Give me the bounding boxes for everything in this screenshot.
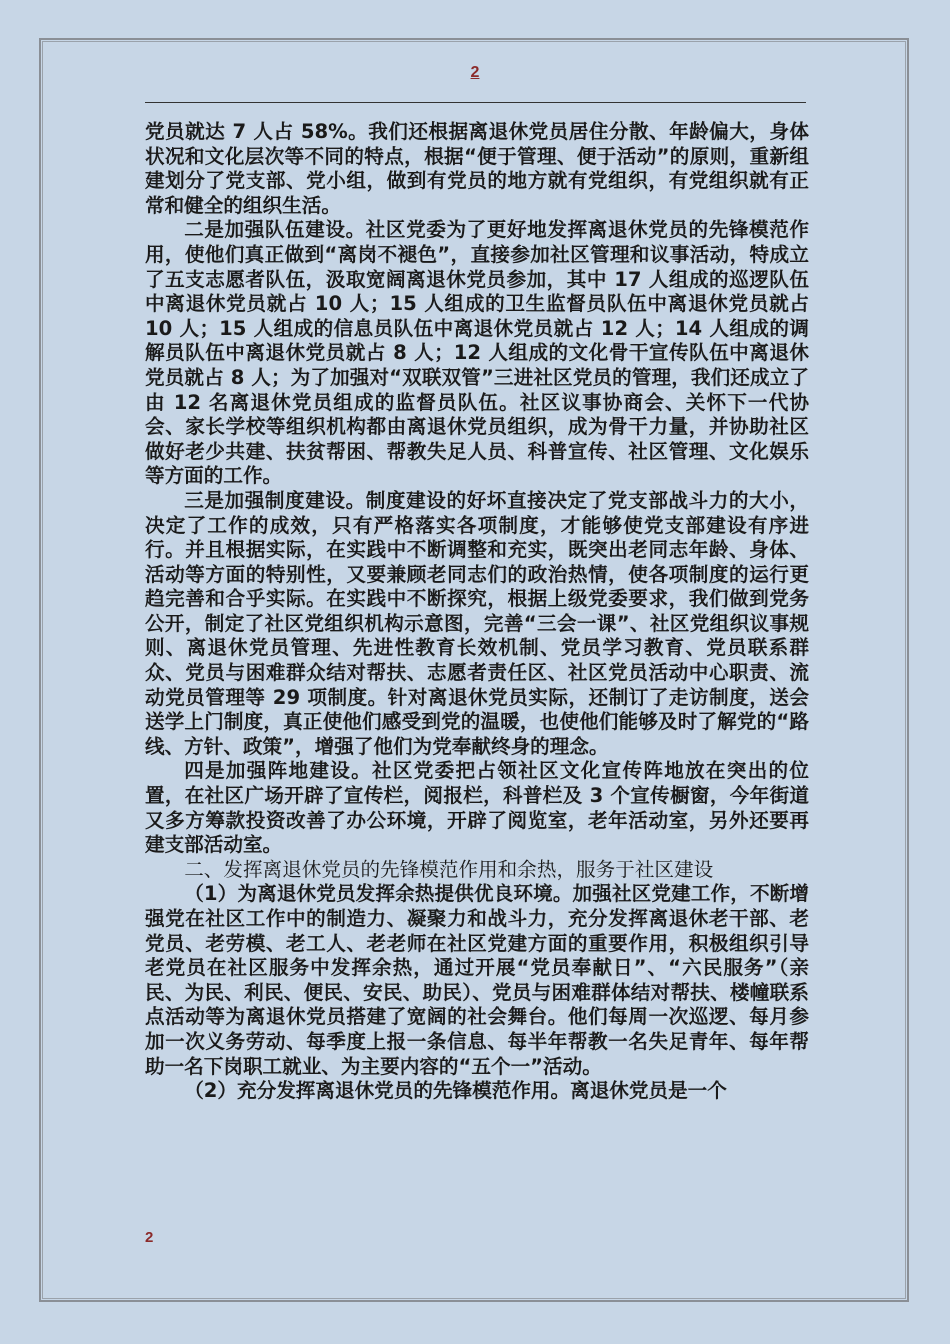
header-rule <box>145 102 806 103</box>
paragraph-5: （1）为离退休党员发挥余热提供优良环境。加强社区党建工作，不断增强党在社区工作中的制造力、凝聚力和战斗力，充分发挥离退休老干部、老党员、老劳模、老工人、老老师在社区党建方面的重要作用，积极组织引导老党员在社区服务中发挥余热，通过开展“党员奉献日”、“六民服务”（亲民、为民、利民、便民、安民、助民）、党员与困难群体结对帮扶、楼幢联系点活动等为离退休党员搭建了宽阔的社会舞台。他们每周一次巡逻、每月参加一次义务劳动、每季度上报一条信息、每半年帮教一名失足青年、每年帮助一名下岗职工就业、为主要内容的“五个一”活动。 <box>145 882 809 1078</box>
header-page-number: 2 <box>470 64 480 81</box>
document-body <box>145 120 809 1104</box>
paragraph-2: 二是加强队伍建设。社区党委为了更好地发挥离退休党员的先锋模范作用，使他们真正做到“离岗不褪色”，直接参加社区管理和议事活动，特成立了五支志愿者队伍，汲取宽阔离退休党员参加，其中 17 人组成的巡逻队伍中离退休党员就占 10 人；15 人组成的卫生监督员队伍中离退休党员就占 10 人；15 人组成的信息员队伍中离退休党员就占 12 人；14 人组成的调解员队伍中离退休党员就占 8 人；12 人组成的文化骨干宣传队伍中离退休党员就占 8 人；为了加强对“双联双管”三进社区党员的管理，我们还成立了由 12 名离退休党员组成的监督员队伍。社区议事协商会、关怀下一代协会、家长学校等组织机构都由离退休党员组织，成为骨干力量，并协助社区做好老少共建、扶贫帮困、帮教失足人员、科普宣传、社区管理、文化娱乐等方面的工作。 <box>145 218 809 488</box>
paragraph-6: （2）充分发挥离退休党员的先锋模范作用。离退休党员是一个 <box>184 1079 727 1103</box>
paragraph-1: 党员就达 7 人占 58%。我们还根据离退休党员居住分散、年龄偏大，身体状况和文化层次等不同的特点，根据“便于管理、便于活动”的原则，重新组建划分了党支部、党小组，做到有党员的地方就有党组织，有党组织就有正常和健全的组织生活。 <box>145 120 809 217</box>
section-heading: 二、发挥离退休党员的先锋模范作用和余热，服务于社区建设 <box>184 857 714 881</box>
paragraph-4: 四是加强阵地建设。社区党委把占领社区文化宣传阵地放在突出的位置，在社区广场开辟了宣传栏，阅报栏，科普栏及 3 个宣传橱窗，今年街道又多方筹款投资改善了办公环境，开辟了阅览室，老年活动室，另外还要再建支部活动室。 <box>145 759 809 857</box>
footer-page-number: 2 <box>145 1229 154 1246</box>
paragraph-3: 三是加强制度建设。制度建设的好坏直接决定了党支部战斗力的大小，决定了工作的成效，只有严格落实各项制度，才能够使党支部建设有序进行。并且根据实际，在实践中不断调整和充实，既突出老同志年龄、身体、活动等方面的特别性，又要兼顾老同志们的政治热情，使各项制度的运行更趋完善和合乎实际。在实践中不断探究，根据上级党委要求，我们做到党务公开，制定了社区党组织机构示意图，完善“三会一课”、社区党组织议事规则、离退休党员管理、先进性教育长效机制、党员学习教育、党员联系群众、党员与困难群众结对帮扶、志愿者责任区、社区党员活动中心职责、流动党员管理等 29 项制度。针对离退休党员实际，还制订了走访制度，送会送学上门制度，真正使他们感受到党的温暖，也使他们能够及时了解党的“路线、方针、政策”，增强了他们为党奉献终身的理念。 <box>145 488 809 758</box>
